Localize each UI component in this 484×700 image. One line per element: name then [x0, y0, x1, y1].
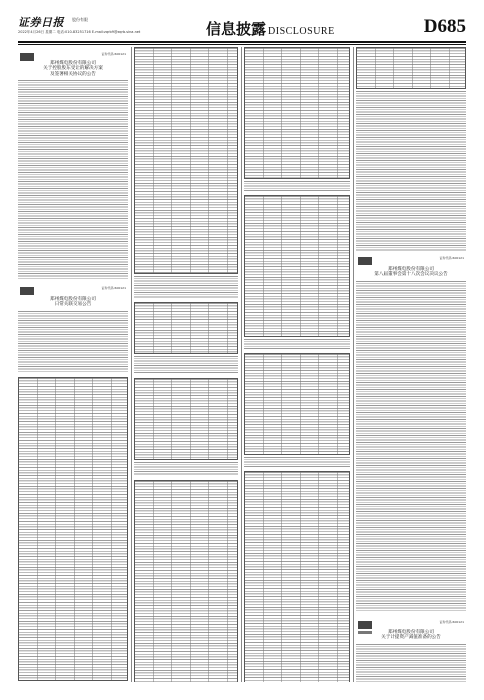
- data-table: [244, 471, 350, 682]
- headline-line: 郑州煤电股份有限公司: [50, 61, 96, 66]
- article-heading-mark: [20, 287, 34, 295]
- headline-line: 关于计提资产减值准备的公告: [381, 635, 441, 641]
- section-title-en: DISCLOSURE: [268, 26, 335, 37]
- headline-line: 日常关联交易公告: [54, 302, 92, 308]
- headline-line: 第八届董事会第十八次会议决议公告: [374, 272, 448, 278]
- data-table: [134, 47, 238, 274]
- data-table: [244, 47, 350, 179]
- page-number: D685: [423, 16, 466, 37]
- article-heading-mark: [358, 621, 372, 629]
- section-title-cn: 信息披露: [206, 20, 267, 38]
- column-4: [356, 47, 466, 682]
- article-code: 证券代码:600121: [439, 620, 464, 624]
- headline-line: 郑州煤电股份有限公司: [388, 267, 434, 272]
- article-body-text: [244, 339, 350, 349]
- column-divider: [131, 47, 132, 682]
- article-headline: [356, 630, 466, 641]
- article-body-text: [18, 80, 128, 280]
- article-body-text: [134, 462, 238, 476]
- data-table: [134, 302, 238, 354]
- article-heading-mark: [20, 53, 34, 61]
- article-headline: [18, 61, 128, 77]
- article-code: 证券代码:600121: [101, 286, 126, 290]
- article-body-text: [356, 281, 466, 611]
- article-body-text: [356, 644, 466, 682]
- column-divider: [353, 47, 354, 682]
- dateline: 2022年4月26日 星期二 电话:010-83251716 E-mail:zqrb9@zqrb.sina.net: [18, 30, 141, 34]
- headline-line: 郑州煤电股份有限公司: [388, 630, 434, 635]
- newspaper-logo: 证券日报: [18, 16, 64, 29]
- data-table: [134, 480, 238, 682]
- article-body-text: [244, 457, 350, 467]
- article-body-text: [356, 91, 466, 251]
- headline-line: 郑州煤电股份有限公司: [50, 297, 96, 302]
- article-body-text: [134, 276, 238, 298]
- headline-line: 及签署相关协议的公告: [50, 71, 96, 77]
- column-divider: [241, 47, 242, 682]
- section-title: [206, 18, 335, 39]
- masthead: [0, 0, 484, 44]
- data-table: [356, 47, 466, 89]
- article-code: 证券代码:600121: [439, 256, 464, 260]
- data-table: [18, 377, 128, 681]
- data-table: [244, 195, 350, 337]
- column-2: [134, 47, 238, 682]
- data-table: [244, 353, 350, 455]
- article-body-text: [244, 181, 350, 191]
- logo-subtitle: 股份有限: [72, 17, 88, 22]
- masthead-rule: [18, 41, 466, 43]
- masthead-rule-thin: [18, 44, 466, 45]
- article-code: 证券代码:600121: [101, 52, 126, 56]
- article-headline: [356, 267, 466, 278]
- article-body-text: [18, 311, 128, 373]
- headline-line: 关于控股股东受让的解决方案: [43, 66, 103, 72]
- column-3: [244, 47, 350, 682]
- article-headline: [18, 297, 128, 308]
- article-body-text: [134, 356, 238, 374]
- article-heading-mark: [358, 257, 372, 265]
- column-1: [18, 47, 128, 682]
- data-table: [134, 378, 238, 460]
